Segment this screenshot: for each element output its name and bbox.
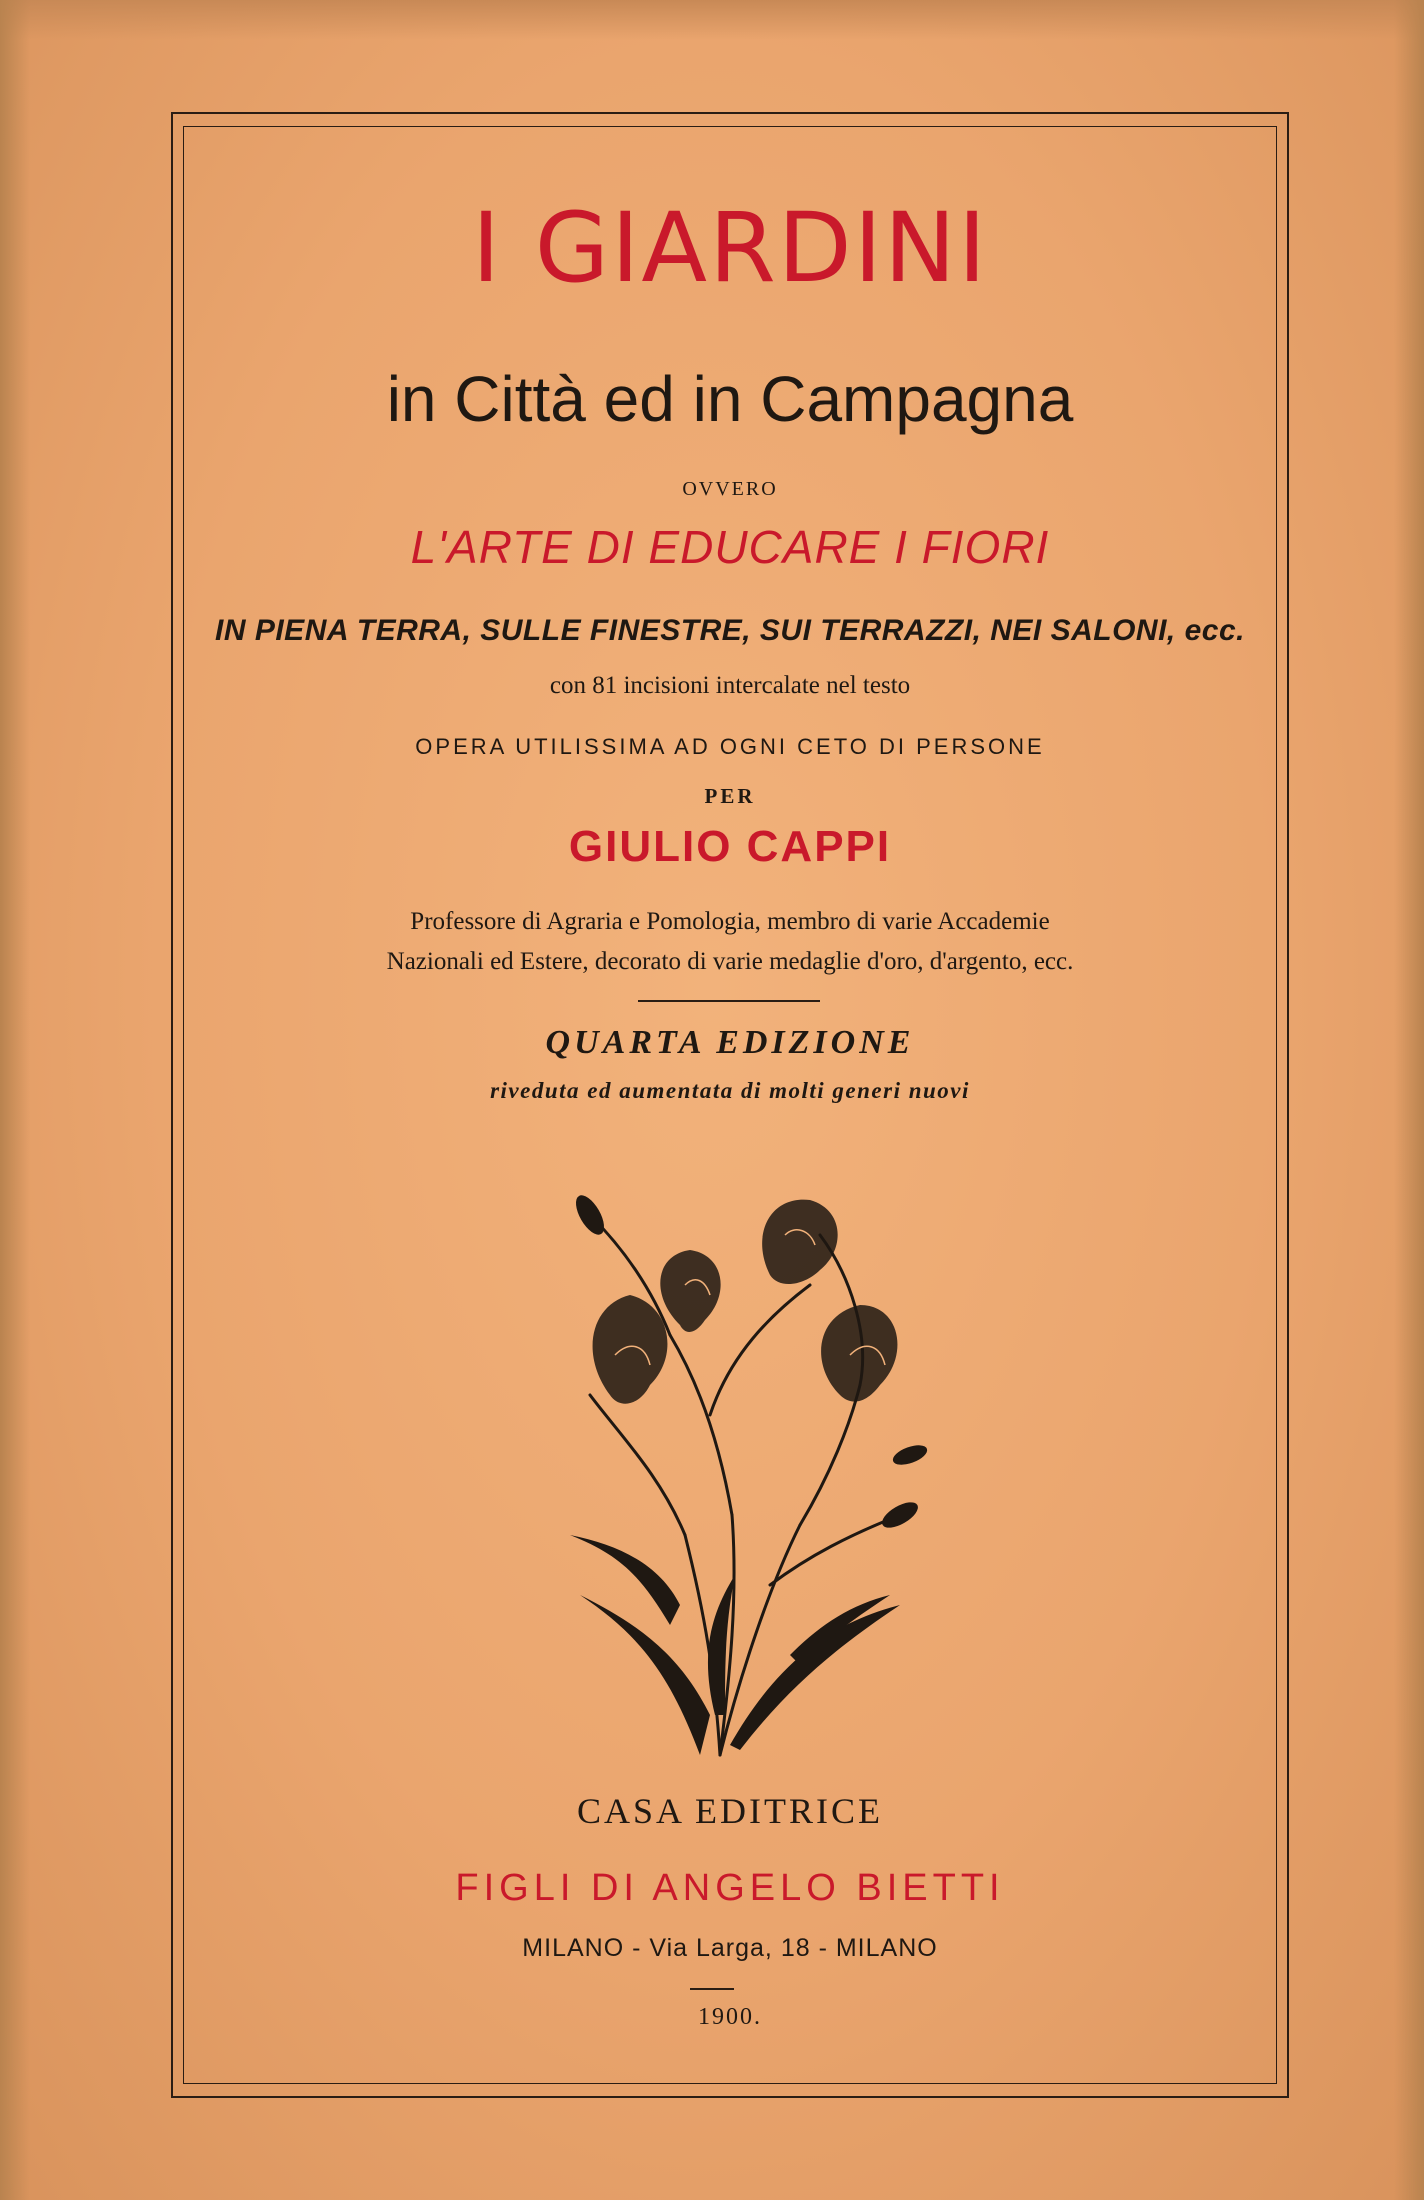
divider-rule [638, 1000, 820, 1002]
publisher-label: CASA EDITRICE [576, 1791, 883, 1831]
publisher-name: FIGLI DI ANGELO BIETTI [455, 1867, 1005, 1909]
ovvero-text: OVVERO [682, 478, 778, 500]
publisher-address: MILANO - Via Larga, 18 - MILANO [522, 1934, 938, 1962]
year-divider [690, 1988, 734, 1990]
publication-year: 1900. [698, 2004, 762, 2030]
author-credentials-line2: Nazionali ed Estere, decorato di varie medaglie d'oro, d'argento, ecc. [386, 948, 1074, 975]
author-name: GIULIO CAPPI [568, 822, 892, 871]
paper-wear-left [0, 0, 30, 2200]
locations-text: IN PIENA TERRA, SULLE FINESTRE, SUI TERRAZZI, NEI SALONI, ecc. [215, 614, 1245, 647]
edition-note: riveduta ed aumentata di molti generi nuovi [490, 1078, 970, 1103]
paper-wear-right [1394, 0, 1424, 2200]
book-subtitle: in Città ed in Campagna [386, 363, 1074, 435]
edition-text: QUARTA EDIZIONE [545, 1024, 915, 1061]
opera-text: OPERA UTILISSIMA AD OGNI CETO DI PERSONE [415, 734, 1045, 759]
paper-wear-top [0, 0, 1424, 40]
per-text: PER [704, 784, 756, 808]
author-credentials-line1: Professore di Agraria e Pomologia, membro di varie Accademie [410, 908, 1050, 935]
incisioni-text: con 81 incisioni intercalate nel testo [549, 672, 911, 699]
book-title: I GIARDINI [471, 192, 989, 304]
carnation-flower-icon [470, 1155, 950, 1765]
arte-subtitle: L'ARTE DI EDUCARE I FIORI [410, 521, 1050, 573]
